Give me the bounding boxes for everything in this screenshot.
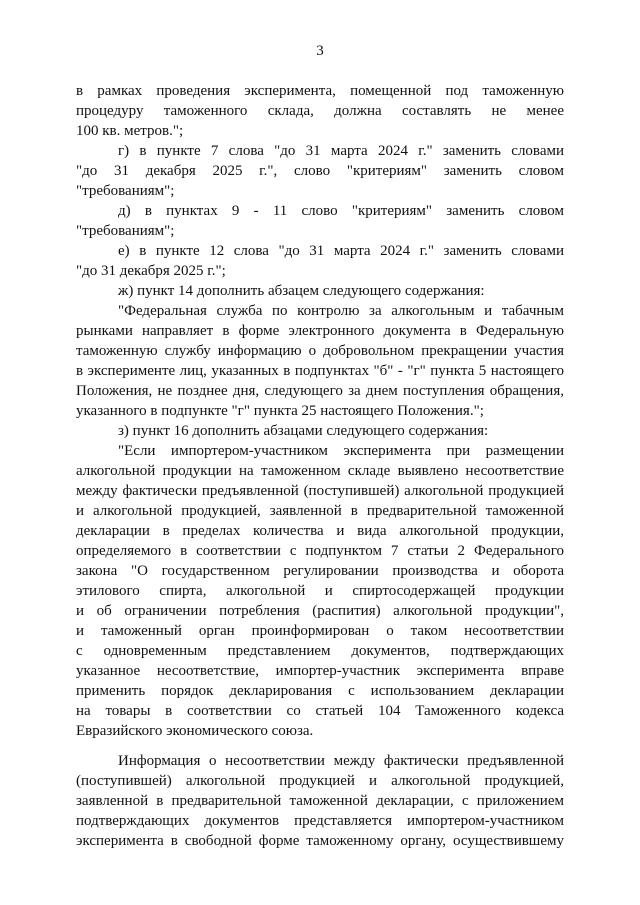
text-line: е) в пункте 12 слова "до 31 марта 2024 г." заменить словами [118, 243, 564, 259]
text-line: д) в пунктах 9 - 11 слово "критериям" заменить словом [118, 203, 564, 219]
text-line: рынками направляет в форме электронного документа в Федеральную [76, 323, 564, 339]
text-line: с одновременным представлением документов, подтверждающих [76, 643, 564, 659]
text-line: указанного в подпункте "г" пункта 25 настоящего Положения."; [76, 403, 484, 419]
text-line: "до 31 декабря 2025 г.", слово "критериям" заменить словом [76, 163, 564, 179]
text-line: "Федеральная служба по контролю за алкогольным и табачным [118, 303, 564, 319]
text-line: алкогольной продукции на таможенном складе выявлено несоответствие [76, 463, 564, 479]
text-line: (поступившей) алкогольной продукцией и алкогольной продукцией, [76, 773, 564, 789]
text-line: на товары в соответствии со статьей 104 Таможенного кодекса [76, 703, 564, 719]
text-line: заявленной в предварительной таможенной декларации, с приложением [76, 793, 564, 809]
text-line: "Если импортером-участником эксперимента при размещении [118, 443, 564, 459]
text-line: декларации в пределах количества и вида алкогольной продукции, [76, 523, 564, 539]
text-line: эксперимента в свободной форме таможенному органу, осуществившему [76, 833, 564, 849]
text-line: Евразийского экономического союза. [76, 723, 314, 739]
text-line: "до 31 декабря 2025 г."; [76, 263, 226, 279]
text-line: процедуру таможенного склада, должна составлять не менее [76, 103, 564, 119]
text-line: ж) пункт 14 дополнить абзацем следующего содержания: [118, 283, 485, 299]
text-line: 100 кв. метров."; [76, 123, 184, 139]
text-line: г) в пункте 7 слова "до 31 марта 2024 г." заменить словами [118, 143, 564, 159]
text-line: закона "О государственном регулировании производства и оборота [76, 563, 564, 579]
text-line: "требованиям"; [76, 183, 175, 199]
text-line: и об ограничении потребления (распития) алкогольной продукции", [76, 603, 564, 619]
text-line: указанное несоответствие, импортер-участник эксперимента вправе [76, 663, 564, 679]
text-line: в рамках проведения эксперимента, помещенной под таможенную [76, 83, 564, 99]
text-line: этилового спирта, алкогольной и спиртосодержащей продукции [76, 583, 564, 599]
text-line: з) пункт 16 дополнить абзацами следующего содержания: [118, 423, 489, 439]
text-line: в эксперименте лиц, указанных в подпунктах "б" - "г" пункта 5 настоящего [76, 363, 564, 379]
page-number: 3 [316, 43, 324, 59]
text-line: между фактически предъявленной (поступившей) алкогольной продукцией [76, 483, 564, 499]
text-line: применить порядок декларирования с использованием декларации [76, 683, 564, 699]
text-line: определяемого в соответствии с подпунктом 7 статьи 2 Федерального [76, 543, 564, 559]
text-line: Информация о несоответствии между фактически предъявленной [118, 753, 564, 769]
text-line: "требованиям"; [76, 223, 175, 239]
text-line: подтверждающих документов представляется импортером-участником [76, 813, 564, 829]
text-line: и таможенный орган проинформирован о таком несоответствии [76, 623, 564, 639]
text-line: и алкогольной продукцией, заявленной в предварительной таможенной [76, 503, 564, 519]
text-line: таможенную службу информацию о добровольном прекращении участия [76, 343, 564, 359]
text-line: Положения, не позднее дня, следующего за днем поступления обращения, [76, 383, 564, 399]
